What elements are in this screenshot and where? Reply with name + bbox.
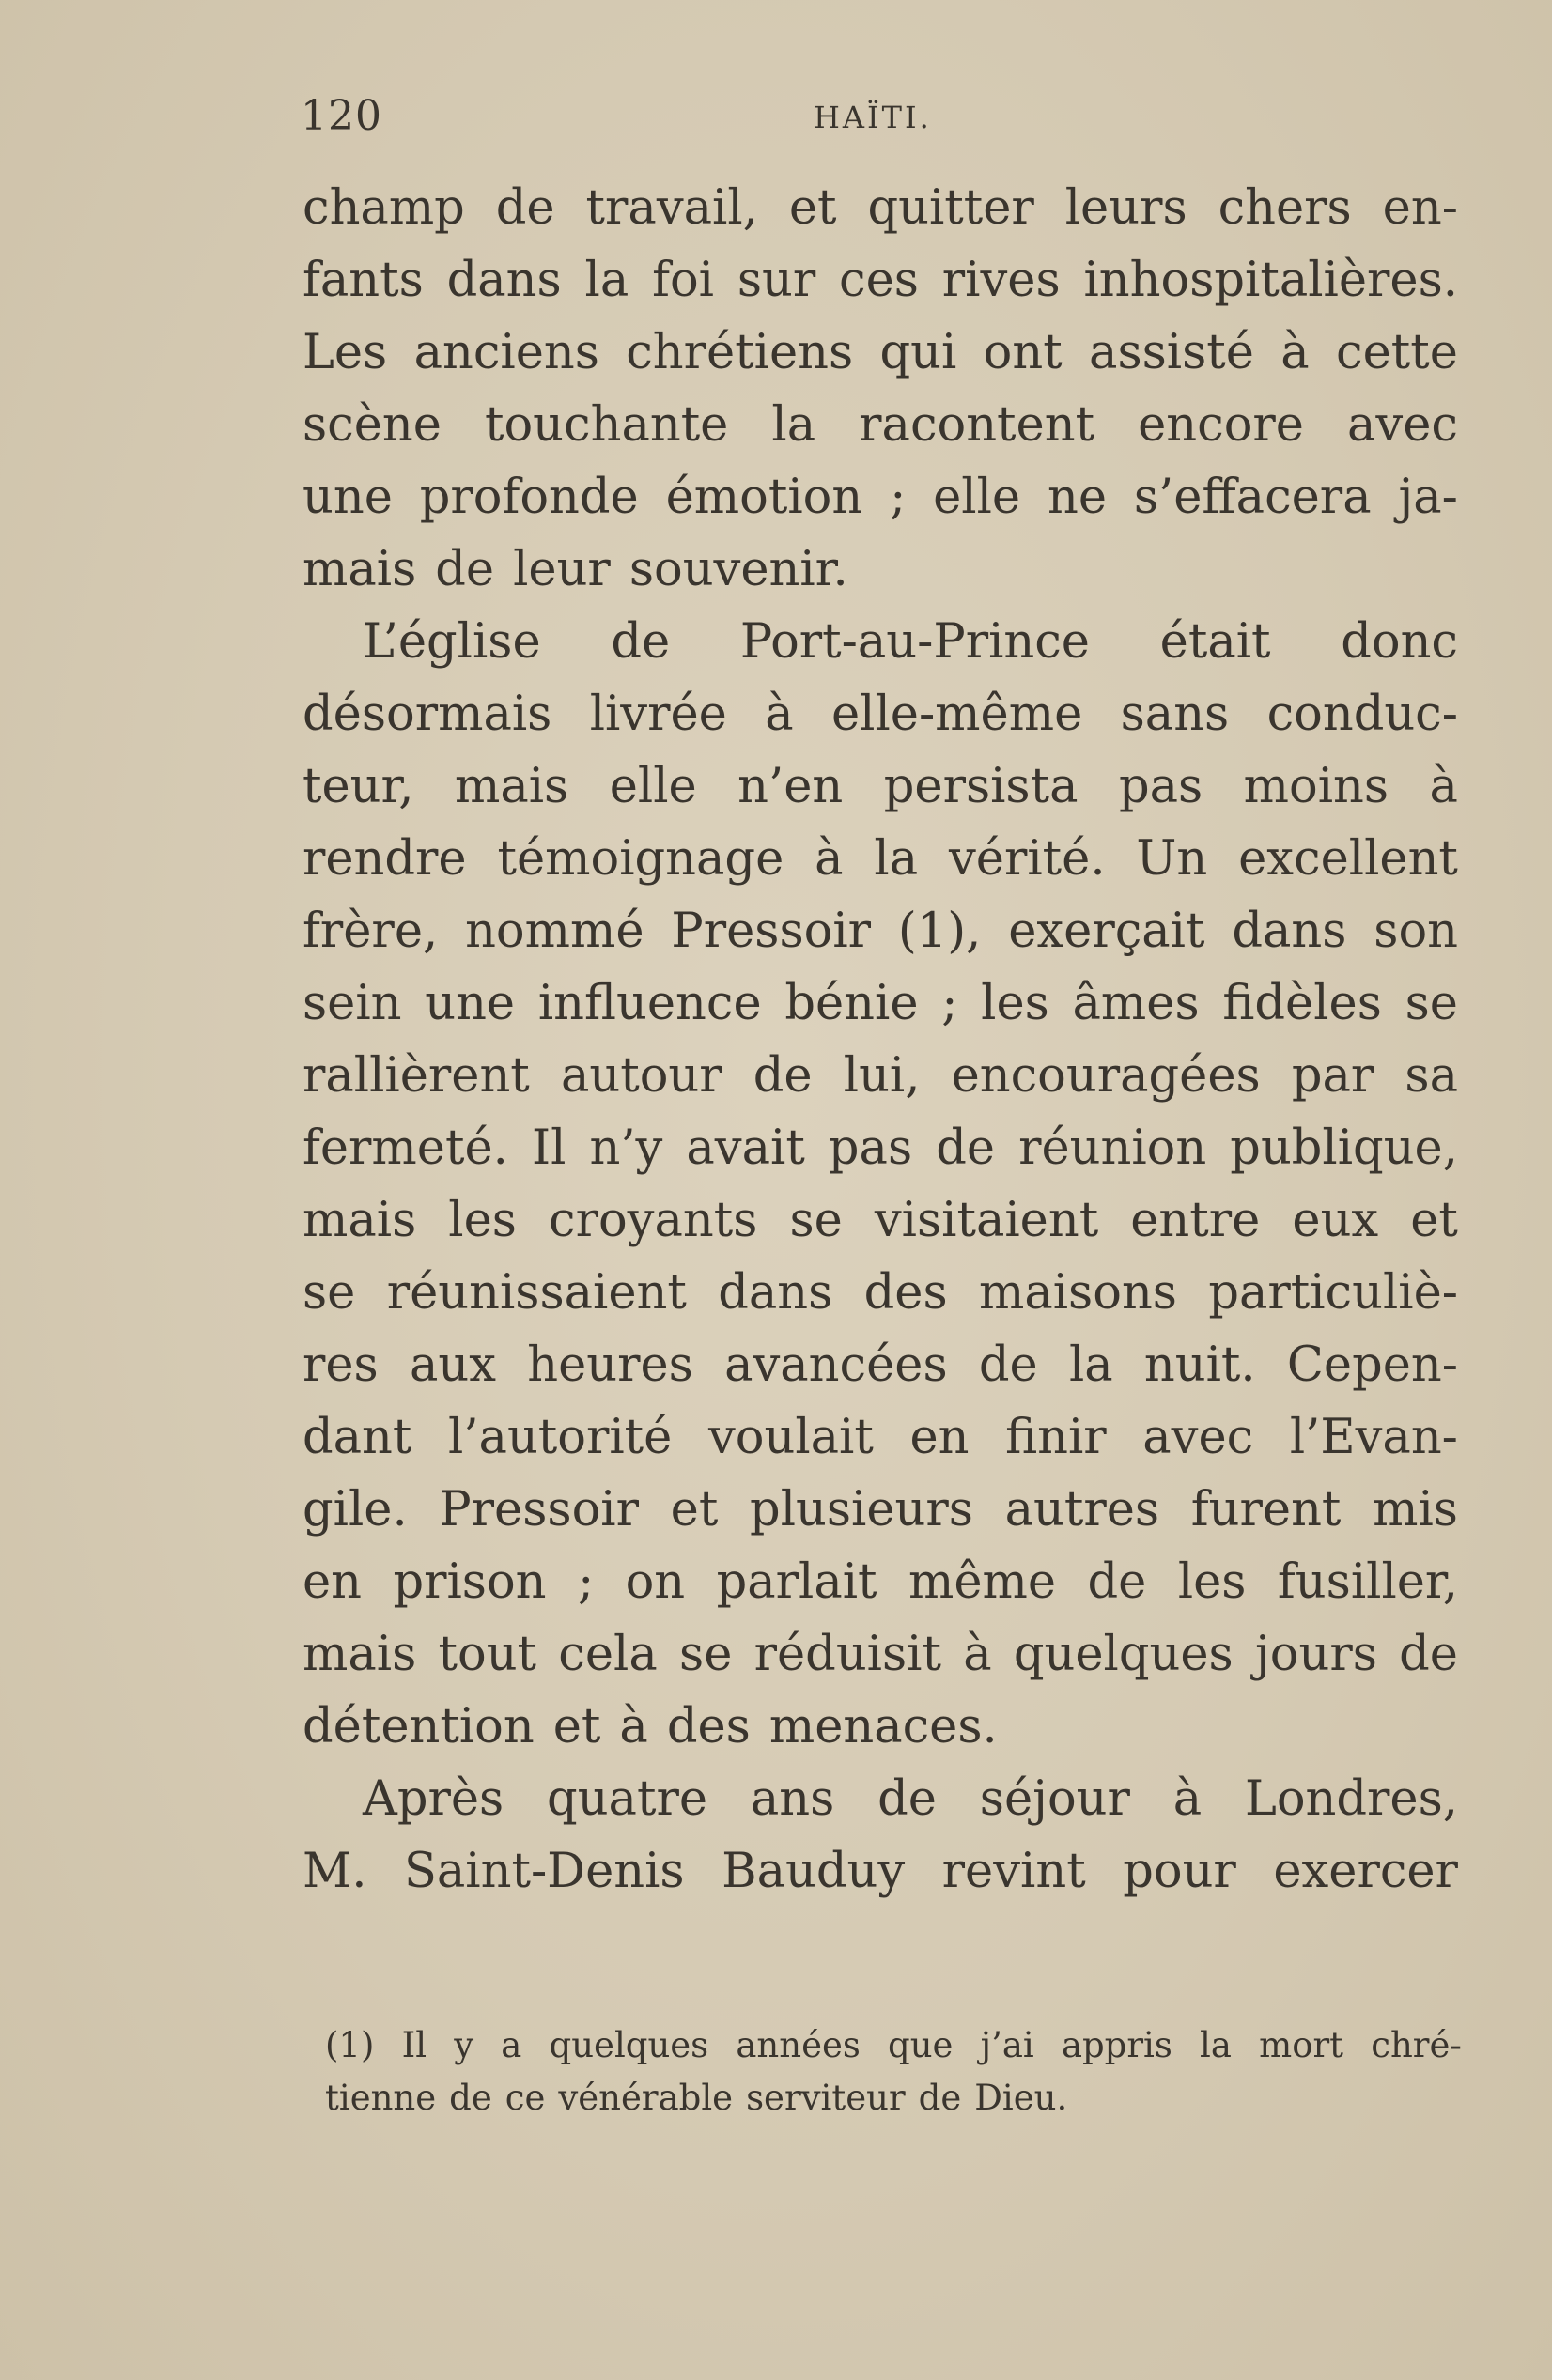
text-line: mais les croyants se visitaient entre eux et: [303, 1193, 1458, 1248]
text-line: dant l’autorité voulait en finir avec l’Evan-: [303, 1410, 1458, 1465]
text-line: se réunissaient dans des maisons particuliè-: [303, 1265, 1458, 1321]
footnote-line: tienne de ce vénérable serviteur de Dieu.: [325, 2078, 1068, 2118]
running-head: HAÏTI.: [814, 100, 932, 135]
text-line: une profonde émotion ; elle ne s’effacera ja-: [303, 470, 1458, 525]
text-line: L’église de Port-au-Prince était donc: [363, 614, 1458, 670]
text-line: mais de leur souvenir.: [303, 542, 848, 597]
body-text: [303, 172, 1458, 1908]
page-header: [301, 92, 1466, 148]
text-line: teur, mais elle n’en persista pas moins à: [303, 759, 1458, 814]
text-line: Les anciens chrétiens qui ont assisté à cette: [303, 325, 1458, 380]
text-line: mais tout cela se réduisit à quelques jours de: [303, 1627, 1458, 1682]
page-number: 120: [301, 92, 382, 140]
text-line: res aux heures avancées de la nuit. Cepen-: [303, 1337, 1458, 1393]
text-line: rallièrent autour de lui, encouragées par sa: [303, 1048, 1458, 1104]
text-line: gile. Pressoir et plusieurs autres furent mis: [303, 1482, 1458, 1538]
text-line: sein une influence bénie ; les âmes fidèles se: [303, 976, 1458, 1031]
text-line: frère, nommé Pressoir (1), exerçait dans son: [303, 904, 1458, 959]
text-line: détention et à des menaces.: [303, 1699, 998, 1754]
text-line: Après quatre ans de séjour à Londres,: [363, 1771, 1458, 1827]
text-line: M. Saint-Denis Bauduy revint pour exercer: [303, 1844, 1458, 1899]
text-line: désormais livrée à elle-même sans conduc-: [303, 687, 1458, 742]
text-line: rendre témoignage à la vérité. Un excellent: [303, 831, 1458, 887]
text-line: fermeté. Il n’y avait pas de réunion publique,: [303, 1120, 1458, 1176]
text-line: fants dans la foi sur ces rives inhospitalières.: [303, 253, 1458, 308]
text-line: scène touchante la racontent encore avec: [303, 397, 1458, 453]
text-line: champ de travail, et quitter leurs chers en-: [303, 180, 1458, 236]
footnote-line: (1) Il y a quelques années que j’ai appris la mort chré-: [325, 2025, 1462, 2065]
footnote: [325, 2019, 1462, 2125]
text-line: en prison ; on parlait même de les fusiller,: [303, 1554, 1458, 1610]
